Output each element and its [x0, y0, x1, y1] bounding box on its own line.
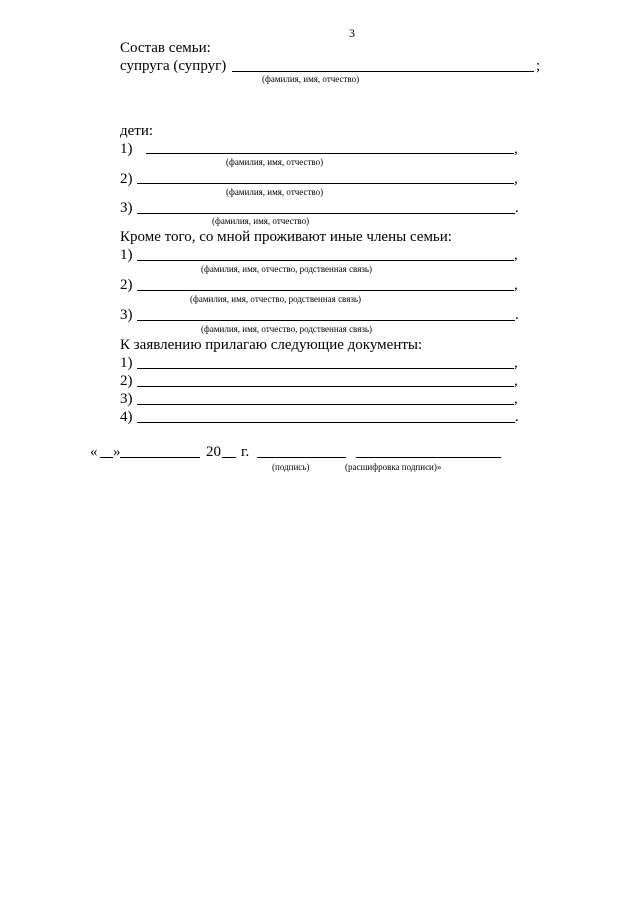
other-member-1-caption: (фамилия, имя, отчество, родственная связь): [201, 264, 372, 274]
document-2-end-mark: ,: [514, 373, 518, 389]
date-month-field-line[interactable]: [120, 457, 200, 458]
child-3-end-mark: .: [515, 200, 519, 216]
child-2-number: 2): [120, 171, 133, 187]
document-1-field-line[interactable]: [137, 368, 514, 369]
child-1-end-mark: ,: [514, 141, 518, 157]
other-member-1-field-line[interactable]: [137, 260, 514, 261]
other-member-1-number: 1): [120, 247, 133, 263]
child-3-field-line[interactable]: [137, 213, 515, 214]
document-2-field-line[interactable]: [137, 386, 514, 387]
document-3-end-mark: ,: [514, 391, 518, 407]
other-member-2-end-mark: ,: [514, 277, 518, 293]
spouse-end-mark: ;: [536, 58, 541, 74]
document-1-number: 1): [120, 355, 133, 371]
signature-field-line[interactable]: [257, 457, 346, 458]
other-member-2-field-line[interactable]: [137, 290, 514, 291]
date-year-suffix: г.: [241, 444, 250, 460]
document-4-end-mark: .: [515, 409, 519, 425]
child-2-caption: (фамилия, имя, отчество): [226, 187, 324, 197]
child-1-field-line[interactable]: [146, 153, 514, 154]
document-1-end-mark: ,: [514, 355, 518, 371]
spouse-label: супруга (супруг): [120, 58, 227, 74]
document-4-field-line[interactable]: [137, 422, 515, 423]
page-number: 3: [349, 26, 355, 40]
spouse-caption: (фамилия, имя, отчество): [262, 74, 360, 84]
document-2-number: 2): [120, 373, 133, 389]
family-heading: Состав семьи:: [120, 40, 211, 56]
other-member-3-number: 3): [120, 307, 133, 323]
other-member-1-end-mark: ,: [514, 247, 518, 263]
date-close-quote: »: [113, 444, 121, 460]
spouse-field-line[interactable]: [232, 71, 534, 72]
document-4-number: 4): [120, 409, 133, 425]
child-2-field-line[interactable]: [137, 183, 514, 184]
signature-decoding-caption: (расшифровка подписи)»: [345, 462, 442, 472]
other-member-2-caption: (фамилия, имя, отчество, родственная связь): [190, 294, 361, 304]
other-member-2-number: 2): [120, 277, 133, 293]
child-1-caption: (фамилия, имя, отчество): [226, 157, 324, 167]
document-3-field-line[interactable]: [137, 404, 514, 405]
child-1-number: 1): [120, 141, 133, 157]
documents-heading: К заявлению прилагаю следующие документы:: [120, 337, 423, 353]
signature-caption: (подпись): [272, 462, 310, 472]
document-3-number: 3): [120, 391, 133, 407]
child-2-end-mark: ,: [514, 171, 518, 187]
date-year-prefix: 20: [206, 444, 221, 460]
other-member-3-end-mark: .: [515, 307, 519, 323]
date-year-field-line[interactable]: [222, 457, 236, 458]
other-member-3-caption: (фамилия, имя, отчество, родственная связь): [201, 324, 372, 334]
other-member-3-field-line[interactable]: [137, 320, 515, 321]
children-heading: дети:: [120, 123, 154, 139]
signature-decoding-field-line[interactable]: [356, 457, 501, 458]
child-3-caption: (фамилия, имя, отчество): [212, 216, 310, 226]
child-3-number: 3): [120, 200, 133, 216]
other-members-heading: Кроме того, со мной проживают иные члены семьи:: [120, 229, 452, 245]
date-day-field-line[interactable]: [100, 457, 113, 458]
date-open-quote: «: [90, 444, 98, 460]
